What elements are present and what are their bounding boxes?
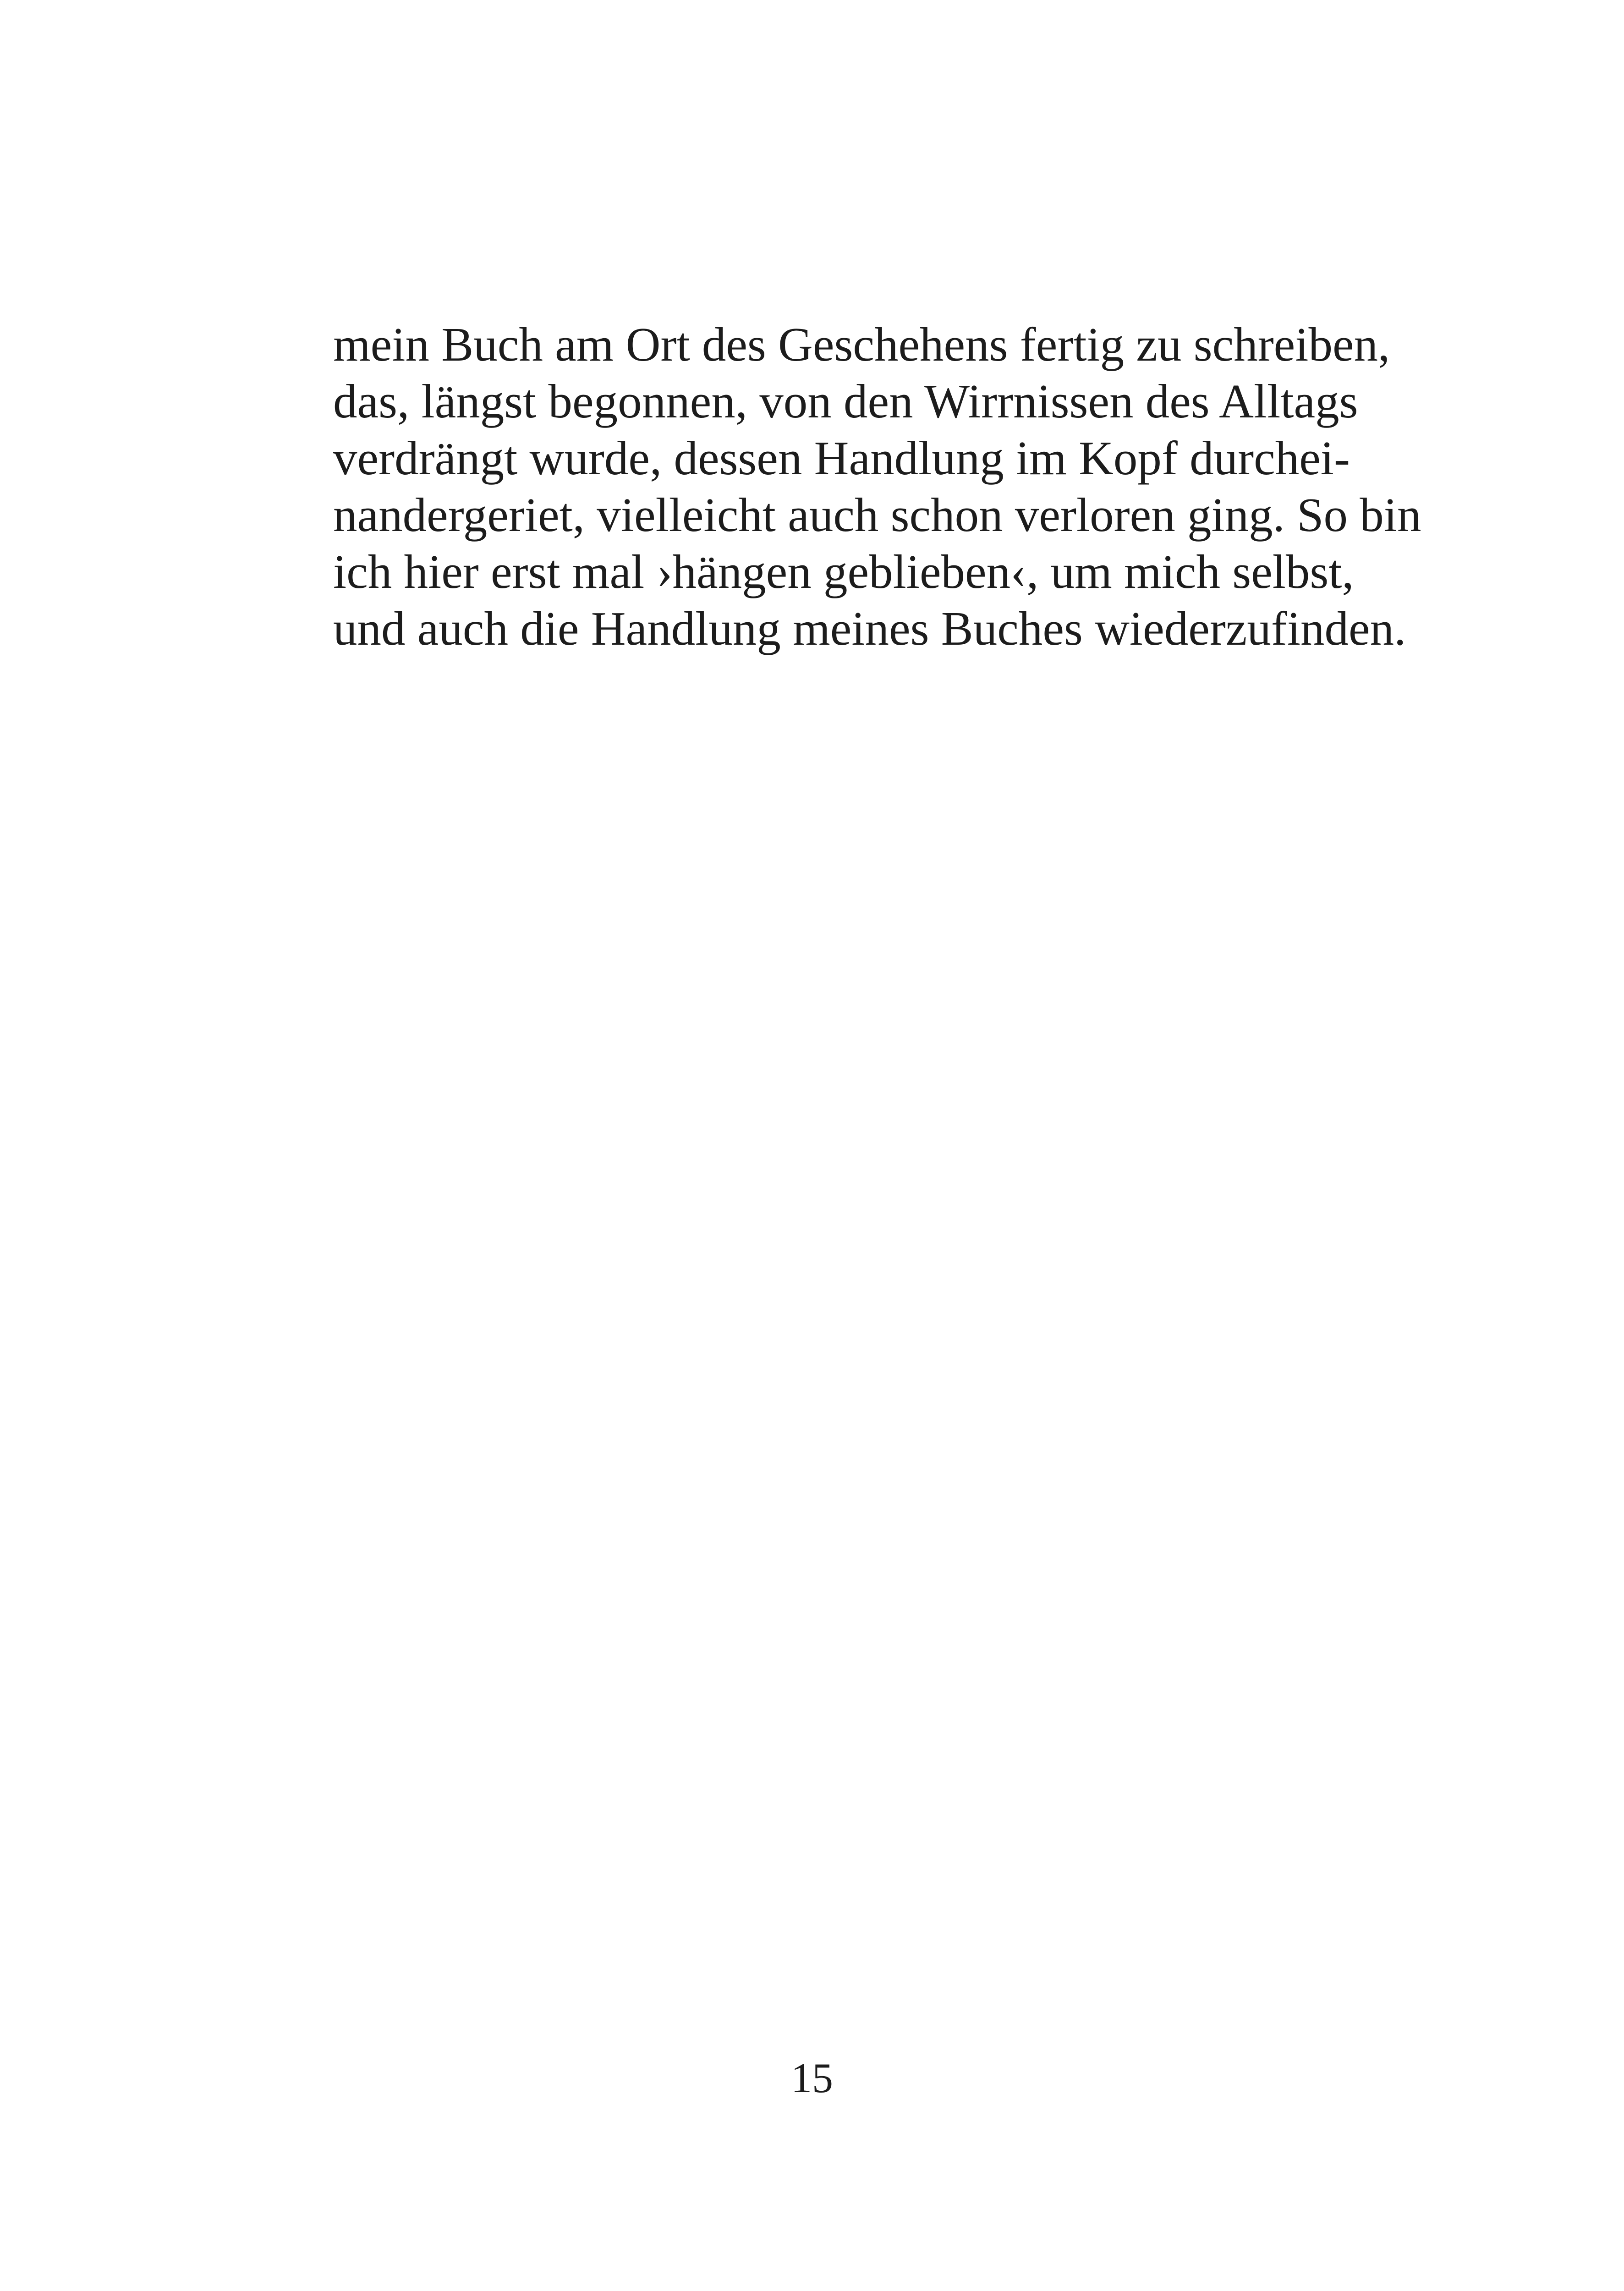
text-line: nandergeriet, vielleicht auch schon verloren ging. So bin: [333, 488, 1421, 542]
text-line: ich hier erst mal ›hängen geblieben‹, um mich selbst,: [333, 545, 1354, 598]
page-number: 15: [791, 2055, 833, 2101]
text-line: und auch die Handlung meines Buches wiederzufinden.: [333, 602, 1406, 655]
text-line: mein Buch am Ort des Geschehens fertig zu schreiben,: [333, 318, 1390, 371]
text-line: das, längst begonnen, von den Wirrnissen des Alltags: [333, 374, 1358, 428]
body-paragraph: [333, 316, 1421, 657]
text-line: verdrängt wurde, dessen Handlung im Kopf durchei-: [333, 431, 1350, 485]
